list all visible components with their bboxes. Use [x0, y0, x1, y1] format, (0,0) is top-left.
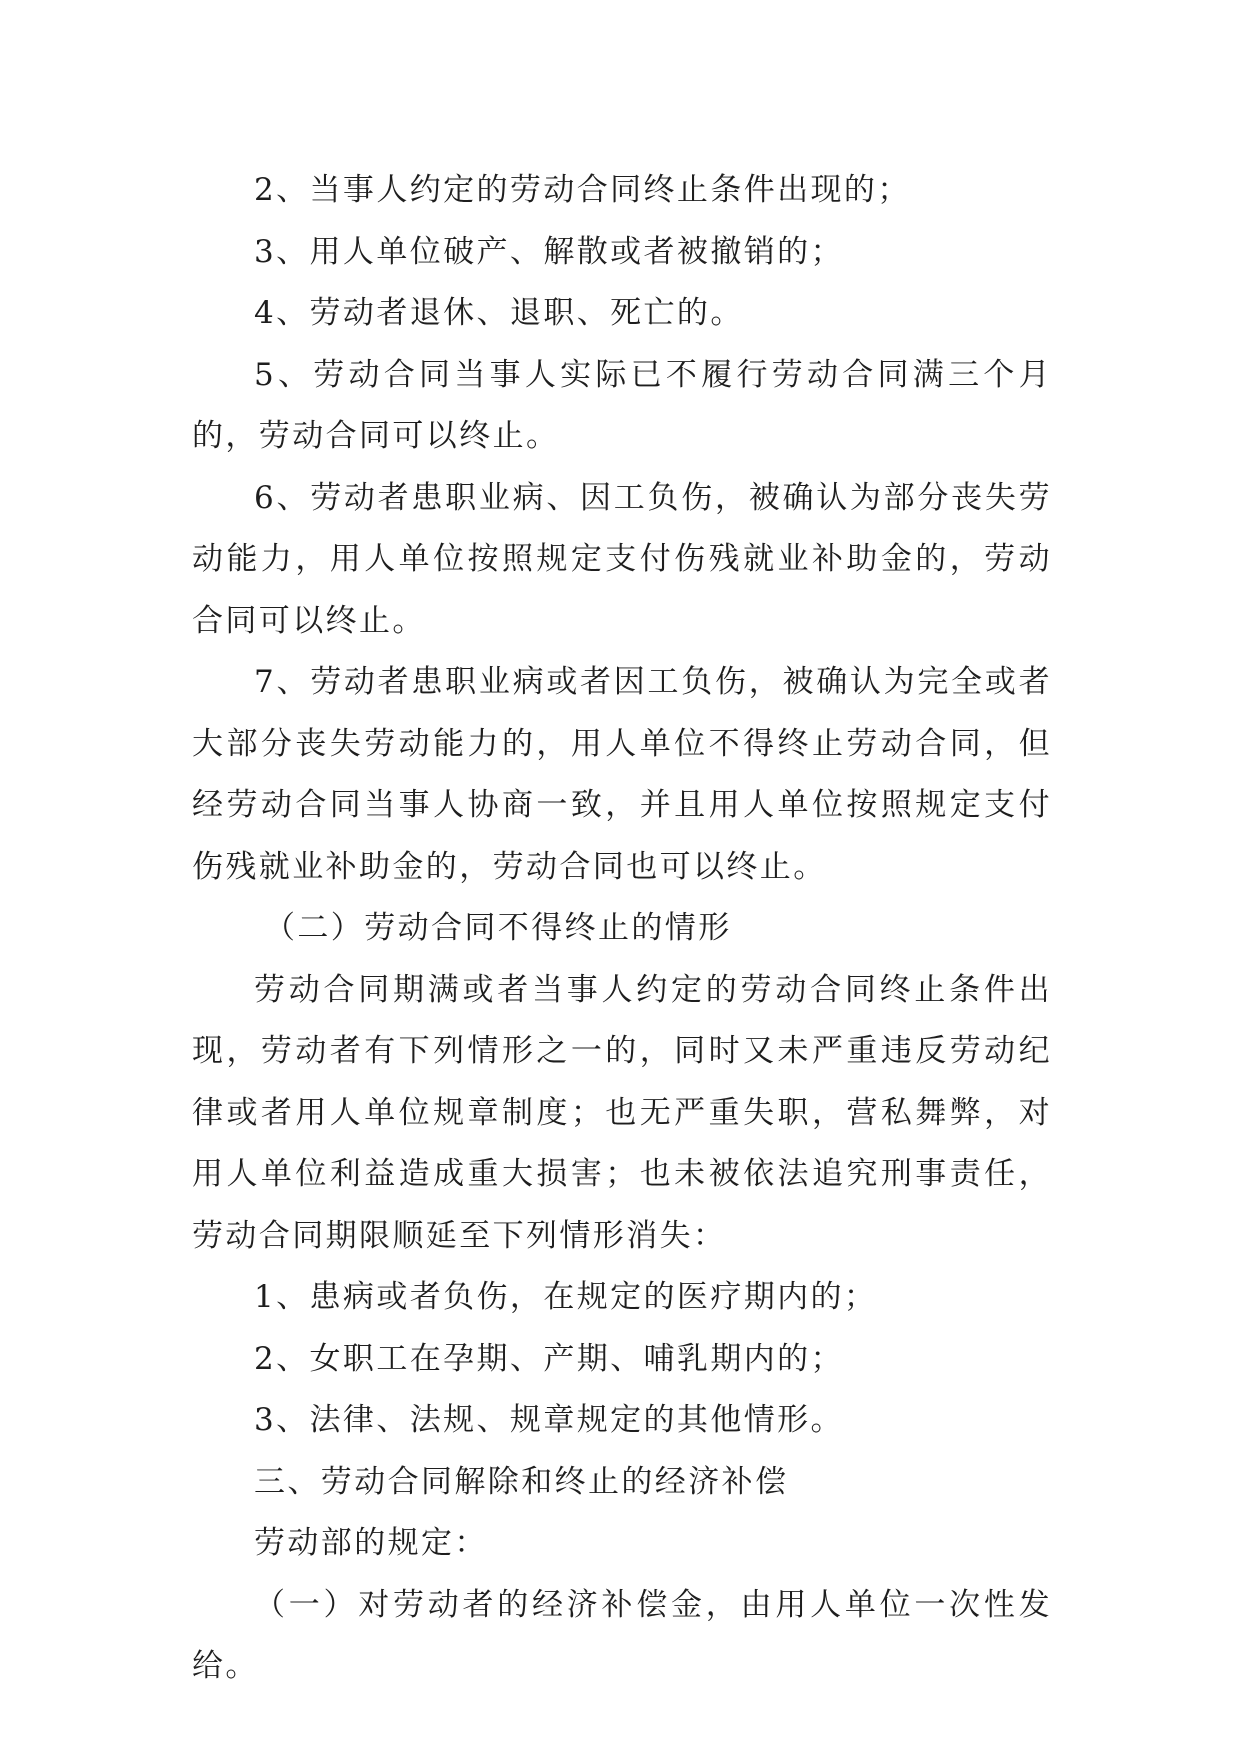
paragraph-item-4: 4、劳动者退休、退职、死亡的。 [254, 295, 744, 331]
paragraph-condition-1: 1、患病或者负伤，在规定的医疗期内的； [254, 1279, 878, 1315]
paragraph-item-5: 5、劳动合同当事人实际已不履行劳动合同满三个月的，劳动合同可以终止。 [192, 356, 1052, 454]
paragraph-extension-conditions: 劳动合同期满或者当事人约定的劳动合同终止条件出现，劳动者有下列情形之一的，同时又未严重违反劳动纪律或者用人单位规章制度；也无严重失职，营私舞弊，对用人单位利益造成重大损害；也未被依法追究刑事责任，劳动合同期限顺延至下列情形消失： [192, 971, 1052, 1254]
paragraph-item-6: 6、劳动者患职业病、因工负伤，被确认为部分丧失劳动能力，用人单位按照规定支付伤残就业补助金的，劳动合同可以终止。 [192, 479, 1052, 639]
paragraph-item-7: 7、劳动者患职业病或者因工负伤，被确认为完全或者大部分丧失劳动能力的，用人单位不得终止劳动合同，但经劳动合同当事人协商一致，并且用人单位按照规定支付伤残就业补助金的，劳动合同也可以终止。 [192, 664, 1052, 885]
paragraph-item-3: 3、用人单位破产、解散或者被撤销的； [254, 233, 844, 270]
paragraph-item-2: 2、当事人约定的劳动合同终止条件出现的； [254, 172, 911, 208]
section-heading-non-termination: （二）劳动合同不得终止的情形 [264, 910, 732, 946]
paragraph-condition-3: 3、法律、法规、规章规定的其他情形。 [254, 1402, 844, 1438]
paragraph-compensation-1: （一）对劳动者的经济补偿金，由用人单位一次性发给。 [192, 1586, 1052, 1684]
section-heading-compensation: 三、劳动合同解除和终止的经济补偿 [254, 1463, 789, 1500]
document-body [192, 160, 1052, 1698]
paragraph-condition-2: 2、女职工在孕期、产期、哺乳期内的； [254, 1340, 844, 1377]
paragraph-ministry-rules: 劳动部的规定： [254, 1525, 488, 1561]
